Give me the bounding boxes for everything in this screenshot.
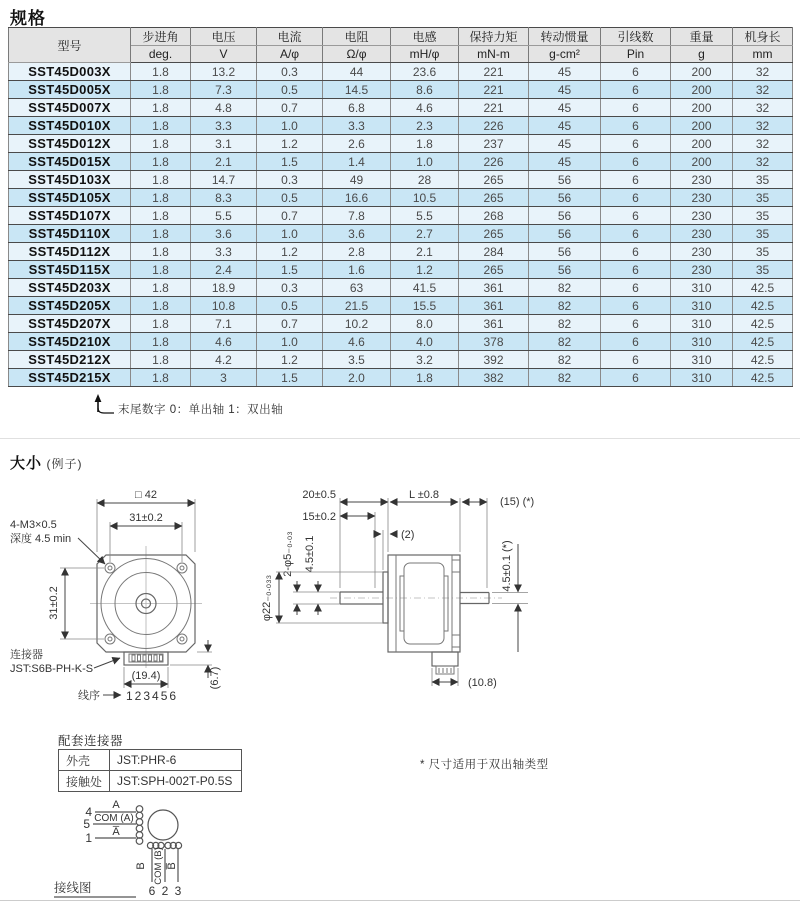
side-dim-body-length: L ±0.8 [408,489,440,501]
value-cell: 6 [601,369,671,387]
col-unit: mN-m [459,46,529,63]
value-cell: 265 [459,261,529,279]
value-cell: 6 [601,135,671,153]
value-cell: 1.0 [257,333,323,351]
model-cell: SST45D110X [9,225,131,243]
value-cell: 6 [601,99,671,117]
value-cell: 7.3 [191,81,257,99]
value-cell: 45 [529,81,601,99]
value-cell: 28 [391,171,459,189]
value-cell: 1.2 [391,261,459,279]
value-cell: 1.8 [391,135,459,153]
col-unit: deg. [131,46,191,63]
value-cell: 3.6 [323,225,391,243]
value-cell: 1.8 [131,315,191,333]
model-cell: SST45D007X [9,99,131,117]
value-cell: 82 [529,333,601,351]
value-cell: 1.8 [391,369,459,387]
value-cell: 82 [529,315,601,333]
value-cell: 1.8 [131,261,191,279]
wiring-pin-4: 4 [85,805,92,819]
model-cell: SST45D210X [9,333,131,351]
side-view-drawing [261,489,534,689]
value-cell: 361 [459,279,529,297]
value-cell: 3.2 [391,351,459,369]
spec-table-head [9,28,793,63]
dimension-drawing [0,472,800,710]
value-cell: 5.5 [191,207,257,225]
value-cell: 8.6 [391,81,459,99]
value-cell: 1.8 [131,135,191,153]
value-cell: 4.2 [191,351,257,369]
value-cell: 3.6 [191,225,257,243]
value-cell: 35 [733,207,793,225]
value-cell: 221 [459,81,529,99]
col-header: 电流 [257,28,323,46]
value-cell: 268 [459,207,529,225]
value-cell: 230 [671,261,733,279]
value-cell: 32 [733,153,793,171]
value-cell: 42.5 [733,297,793,315]
value-cell: 44 [323,63,391,81]
front-dim-connector-width: (19.4) [131,670,161,682]
size-section-subtitle: (例子) [46,457,83,471]
value-cell: 0.5 [257,297,323,315]
value-cell: 310 [671,297,733,315]
value-cell: 6 [601,171,671,189]
model-cell: SST45D010X [9,117,131,135]
value-cell: 1.8 [131,333,191,351]
value-cell: 0.7 [257,99,323,117]
wiring-phase-com-a: COM (A) [94,813,134,824]
col-unit: Ω/φ [323,46,391,63]
wiring-phase-a: A [112,799,120,811]
value-cell: 56 [529,189,601,207]
value-cell: 4.0 [391,333,459,351]
value-cell: 221 [459,63,529,81]
connector-part-label: 外壳 [59,750,110,771]
value-cell: 284 [459,243,529,261]
value-cell: 8.0 [391,315,459,333]
value-cell: 1.5 [257,261,323,279]
value-cell: 0.3 [257,171,323,189]
model-cell: SST45D105X [9,189,131,207]
value-cell: 2.7 [391,225,459,243]
value-cell: 1.8 [131,351,191,369]
value-cell: 6 [601,333,671,351]
table-row [9,135,793,153]
value-cell: 13.2 [191,63,257,81]
wire-order-label: 线序 [78,690,100,702]
value-cell: 221 [459,99,529,117]
value-cell: 1.8 [131,153,191,171]
table-row [9,225,793,243]
value-cell: 1.2 [257,243,323,261]
size-section-title: 大小 [10,455,43,472]
value-cell: 42.5 [733,333,793,351]
value-cell: 1.8 [131,99,191,117]
value-cell: 6 [601,297,671,315]
value-cell: 6 [601,315,671,333]
value-cell: 42.5 [733,369,793,387]
value-cell: 6 [601,243,671,261]
value-cell: 1.8 [131,81,191,99]
value-cell: 35 [733,261,793,279]
value-cell: 4.6 [191,333,257,351]
col-unit: g [671,46,733,63]
col-unit: V [191,46,257,63]
value-cell: 8.3 [191,189,257,207]
bottom-divider [0,900,800,901]
side-dim-boss: (2) [401,529,415,541]
value-cell: 15.5 [391,297,459,315]
value-cell: 2.8 [323,243,391,261]
side-dim-connector-offset: (10.8) [468,677,497,689]
value-cell: 200 [671,81,733,99]
value-cell: 10.2 [323,315,391,333]
side-dim-flat-width: 4.5±0.1 [304,535,316,573]
value-cell: 1.2 [257,351,323,369]
value-cell: 82 [529,369,601,387]
col-header: 电压 [191,28,257,46]
value-cell: 1.2 [257,135,323,153]
model-cell: SST45D103X [9,171,131,189]
value-cell: 1.8 [131,279,191,297]
value-cell: 6 [601,153,671,171]
value-cell: 237 [459,135,529,153]
value-cell: 49 [323,171,391,189]
value-cell: 10.5 [391,189,459,207]
col-unit: mH/φ [391,46,459,63]
table-row [9,279,793,297]
value-cell: 1.8 [131,207,191,225]
value-cell: 1.8 [131,171,191,189]
value-cell: 1.0 [391,153,459,171]
value-cell: 35 [733,171,793,189]
model-cell: SST45D207X [9,315,131,333]
value-cell: 3.5 [323,351,391,369]
col-header: 机身长 [733,28,793,46]
table-row [9,315,793,333]
value-cell: 6 [601,63,671,81]
screw-note-line1: 4-M3×0.5 [10,519,57,531]
value-cell: 230 [671,207,733,225]
rotor-circle [148,810,178,840]
value-cell: 200 [671,117,733,135]
table-row [9,81,793,99]
side-dim-shaft-dia: 2-φ5₋₀.₀₃ [282,531,294,577]
side-dim-rear-flat: 4.5±0.1 (*) [501,540,513,592]
value-cell: 45 [529,135,601,153]
value-cell: 3.3 [191,117,257,135]
value-cell: 6 [601,189,671,207]
wiring-pin-1: 1 [85,831,92,845]
value-cell: 32 [733,63,793,81]
table-row [9,117,793,135]
value-cell: 7.8 [323,207,391,225]
spec-table-body [9,63,793,387]
model-cell: SST45D005X [9,81,131,99]
connector-table-title: 配套连接器 [58,734,124,748]
model-cell: SST45D012X [9,135,131,153]
model-cell: SST45D115X [9,261,131,279]
value-cell: 310 [671,315,733,333]
value-cell: 56 [529,225,601,243]
value-cell: 5.5 [391,207,459,225]
col-header: 步进角 [131,28,191,46]
front-dim-width-label: 31±0.2 [129,512,163,524]
value-cell: 45 [529,153,601,171]
value-cell: 42.5 [733,279,793,297]
model-cell: SST45D215X [9,369,131,387]
value-cell: 4.6 [323,333,391,351]
connector-label-line2: JST:S6B-PH-K-S [10,663,94,675]
value-cell: 35 [733,243,793,261]
value-cell: 0.5 [257,81,323,99]
table-row [9,351,793,369]
value-cell: 1.6 [323,261,391,279]
value-cell: 56 [529,261,601,279]
model-suffix-note: 末尾数字 0：单出轴 1：双出轴 [118,404,284,416]
value-cell: 6 [601,117,671,135]
value-cell: 3.3 [323,117,391,135]
value-cell: 6 [601,81,671,99]
wiring-phase-com-b: COM (B) [153,847,164,885]
model-suffix-arrow [88,392,122,416]
col-header: 转动惯量 [529,28,601,46]
table-row [9,261,793,279]
connector-label-line1: 连接器 [10,649,43,661]
table-row [9,369,793,387]
value-cell: 392 [459,351,529,369]
value-cell: 14.7 [191,171,257,189]
value-cell: 310 [671,351,733,369]
value-cell: 18.9 [191,279,257,297]
value-cell: 32 [733,99,793,117]
value-cell: 2.3 [391,117,459,135]
value-cell: 2.0 [323,369,391,387]
wire-order-value: 123456 [126,689,179,703]
value-cell: 16.6 [323,189,391,207]
col-header: 电感 [391,28,459,46]
value-cell: 35 [733,189,793,207]
value-cell: 1.8 [131,117,191,135]
side-dim-pilot-dia: φ22₋₀.₀₃₃ [261,574,273,622]
value-cell: 226 [459,117,529,135]
wiring-phase-a-bar: A̅ [112,826,120,838]
dimension-note: * 尺寸适用于双出轴类型 [420,759,549,771]
model-cell: SST45D212X [9,351,131,369]
wiring-phase-b-bar: B̅ [166,862,178,870]
value-cell: 6 [601,261,671,279]
side-dim-shaft-flat-len: 15±0.2 [302,511,336,523]
value-cell: 200 [671,135,733,153]
value-cell: 310 [671,369,733,387]
spec-table [8,27,793,387]
value-cell: 4.6 [391,99,459,117]
wiring-diagram [40,776,320,906]
value-cell: 0.3 [257,279,323,297]
screw-note-line2: 深度 4.5 min [10,533,72,545]
value-cell: 14.5 [323,81,391,99]
value-cell: 378 [459,333,529,351]
value-cell: 200 [671,99,733,117]
value-cell: 6 [601,279,671,297]
value-cell: 45 [529,117,601,135]
col-header: 保持力矩 [459,28,529,46]
value-cell: 32 [733,117,793,135]
front-view-drawing [10,489,221,703]
wiring-pin-5: 5 [83,817,90,831]
connector-part-value: JST:SPH-002T-P0.5S [110,771,242,792]
value-cell: 6 [601,351,671,369]
value-cell: 45 [529,99,601,117]
value-cell: 23.6 [391,63,459,81]
model-cell: SST45D203X [9,279,131,297]
value-cell: 32 [733,135,793,153]
value-cell: 1.0 [257,225,323,243]
value-cell: 265 [459,225,529,243]
front-dim-height-label: 31±0.2 [48,586,60,620]
value-cell: 2.4 [191,261,257,279]
value-cell: 3 [191,369,257,387]
value-cell: 361 [459,297,529,315]
model-cell: SST45D112X [9,243,131,261]
value-cell: 310 [671,279,733,297]
value-cell: 1.8 [131,243,191,261]
table-row [9,189,793,207]
coil-a [136,806,143,845]
value-cell: 2.6 [323,135,391,153]
value-cell: 1.8 [131,297,191,315]
value-cell: 1.8 [131,63,191,81]
wiring-pin-3: 3 [174,884,182,898]
value-cell: 6 [601,225,671,243]
table-row [9,243,793,261]
table-row [9,207,793,225]
value-cell: 63 [323,279,391,297]
value-cell: 82 [529,279,601,297]
value-cell: 1.8 [131,369,191,387]
col-unit: g-cm² [529,46,601,63]
table-row [9,63,793,81]
spec-header-row-1 [9,28,793,46]
col-unit: A/φ [257,46,323,63]
col-header: 电阻 [323,28,391,46]
value-cell: 1.8 [131,225,191,243]
value-cell: 6.8 [323,99,391,117]
value-cell: 265 [459,171,529,189]
value-cell: 200 [671,153,733,171]
table-row [9,171,793,189]
table-row [9,297,793,315]
value-cell: 56 [529,171,601,189]
value-cell: 4.8 [191,99,257,117]
value-cell: 56 [529,207,601,225]
value-cell: 42.5 [733,315,793,333]
value-cell: 32 [733,81,793,99]
wiring-pin-2: 2 [161,884,169,898]
value-cell: 226 [459,153,529,171]
spec-section-title: 规格 [10,9,46,28]
value-cell: 1.0 [257,117,323,135]
value-cell: 265 [459,189,529,207]
model-cell: SST45D107X [9,207,131,225]
value-cell: 230 [671,171,733,189]
col-unit: Pin [601,46,671,63]
value-cell: 82 [529,351,601,369]
value-cell: 6 [601,207,671,225]
value-cell: 230 [671,225,733,243]
value-cell: 42.5 [733,351,793,369]
model-cell: SST45D015X [9,153,131,171]
side-dim-front-shaft: 20±0.5 [302,489,336,501]
value-cell: 230 [671,189,733,207]
value-cell: 10.8 [191,297,257,315]
value-cell: 3.1 [191,135,257,153]
col-unit: mm [733,46,793,63]
value-cell: 230 [671,243,733,261]
value-cell: 2.1 [191,153,257,171]
connector-part-label: 接触处 [59,771,110,792]
front-dim-square-label: □ 42 [135,489,157,501]
value-cell: 382 [459,369,529,387]
model-cell: SST45D003X [9,63,131,81]
section-divider [0,438,800,439]
value-cell: 0.7 [257,315,323,333]
value-cell: 1.8 [131,189,191,207]
side-dim-rear-shaft: (15) (*) [500,496,535,508]
value-cell: 1.4 [323,153,391,171]
value-cell: 0.5 [257,189,323,207]
value-cell: 1.5 [257,369,323,387]
value-cell: 41.5 [391,279,459,297]
value-cell: 82 [529,297,601,315]
col-header: 重量 [671,28,733,46]
table-row [9,333,793,351]
model-cell: SST45D205X [9,297,131,315]
value-cell: 7.1 [191,315,257,333]
value-cell: 56 [529,243,601,261]
table-row [59,750,242,771]
value-cell: 21.5 [323,297,391,315]
col-header-model: 型号 [9,28,131,63]
value-cell: 2.1 [391,243,459,261]
value-cell: 0.3 [257,63,323,81]
value-cell: 200 [671,63,733,81]
value-cell: 1.5 [257,153,323,171]
connector-part-value: JST:PHR-6 [110,750,242,771]
wiring-title: 接线图 [54,881,92,895]
value-cell: 3.3 [191,243,257,261]
table-row [9,99,793,117]
value-cell: 361 [459,315,529,333]
wiring-phase-b: B [135,862,147,870]
wiring-pin-6: 6 [148,884,156,898]
front-dim-connector-height: (6.7) [209,666,221,690]
value-cell: 0.7 [257,207,323,225]
value-cell: 35 [733,225,793,243]
col-header: 引线数 [601,28,671,46]
value-cell: 310 [671,333,733,351]
value-cell: 45 [529,63,601,81]
table-row [9,153,793,171]
